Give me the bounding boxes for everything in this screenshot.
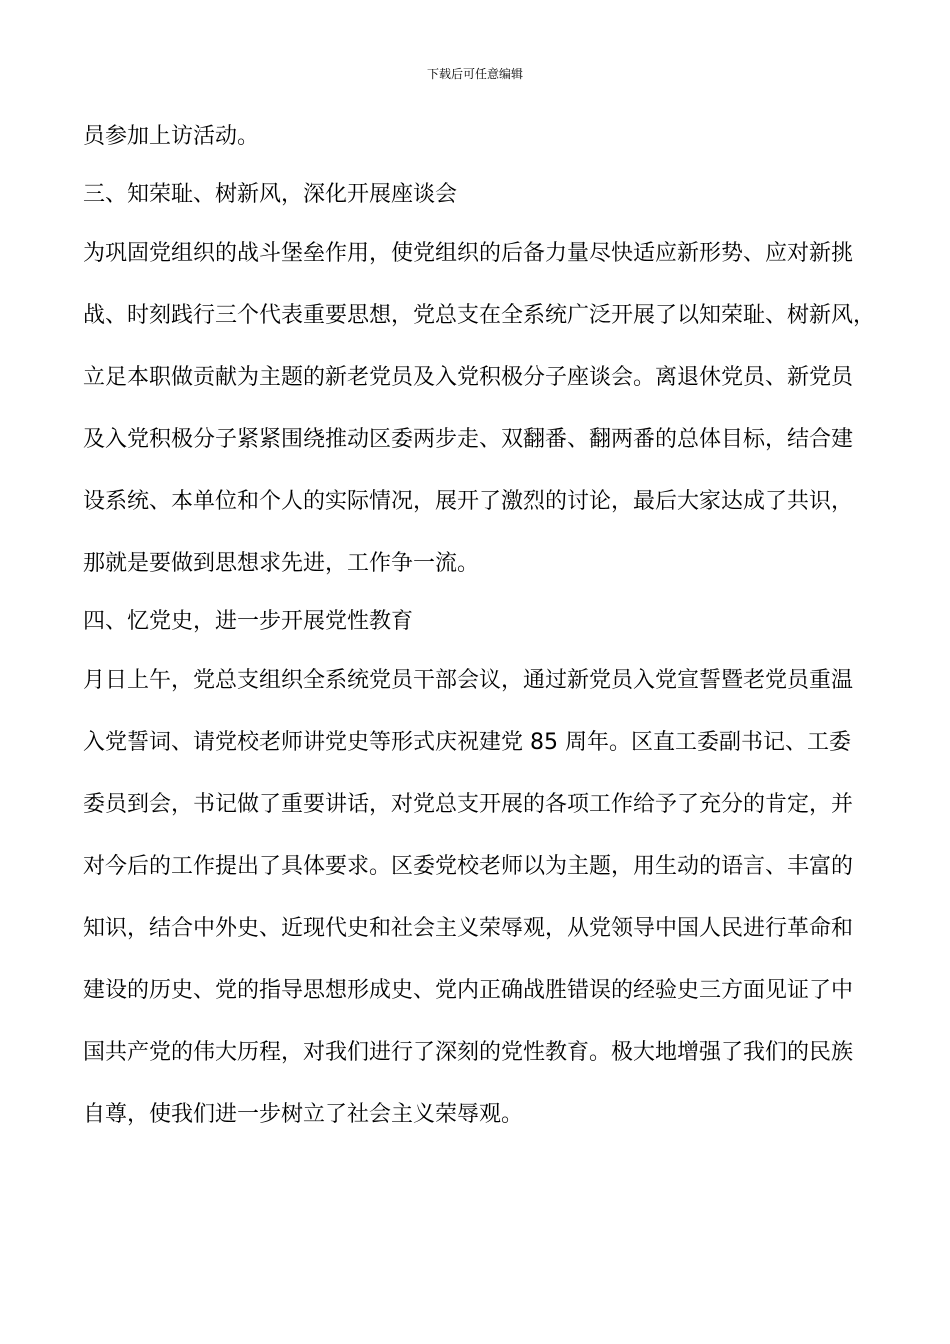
paragraph-line: 及入党积极分子紧紧围绕推动区委两步走、双翻番、翻两番的总体目标，结合建 — [83, 427, 854, 452]
page-header-note: 下载后可任意编辑 — [426, 67, 523, 81]
paragraph-line: 入党誓词、请党校老师讲党史等形式庆祝建党 85 周年。区直工委副书记、工委 — [83, 730, 851, 755]
paragraph-line: 建设的历史、党的指导思想形成史、党内正确战胜错误的经验史三方面见证了中 — [83, 978, 854, 1003]
paragraph-line: 委员到会，书记做了重要讲话，对党总支开展的各项工作给予了充分的肯定，并 — [83, 792, 854, 817]
paragraph-line: 国共产党的伟大历程，对我们进行了深刻的党性教育。极大地增强了我们的民族 — [83, 1040, 854, 1065]
paragraph-line: 自尊，使我们进一步树立了社会主义荣辱观。 — [83, 1102, 524, 1127]
section-heading-3: 三、知荣耻、树新风，深化开展座谈会 — [83, 182, 458, 207]
paragraph-line: 为巩固党组织的战斗堡垒作用，使党组织的后备力量尽快适应新形势、应对新挑 — [83, 241, 854, 266]
paragraph-line: 知识，结合中外史、近现代史和社会主义荣辱观，从党领导中国人民进行革命和 — [83, 916, 854, 941]
paragraph-line: 员参加上访活动。 — [83, 124, 260, 149]
paragraph-line: 战、时刻践行三个代表重要思想，党总支在全系统广泛开展了以知荣耻、树新风， — [83, 303, 876, 328]
paragraph-line: 对今后的工作提出了具体要求。区委党校老师以为主题，用生动的语言、丰富的 — [83, 854, 854, 879]
section-heading-4: 四、忆党史，进一步开展党性教育 — [83, 609, 414, 634]
paragraph-line: 立足本职做贡献为主题的新老党员及入党积极分子座谈会。离退休党员、新党员 — [83, 365, 854, 390]
paragraph-line: 那就是要做到思想求先进，工作争一流。 — [83, 551, 480, 576]
paragraph-line: 设系统、本单位和个人的实际情况，展开了激烈的讨论，最后大家达成了共识， — [83, 489, 854, 514]
paragraph-line: 月日上午，党总支组织全系统党员干部会议，通过新党员入党宣誓暨老党员重温 — [83, 668, 854, 693]
